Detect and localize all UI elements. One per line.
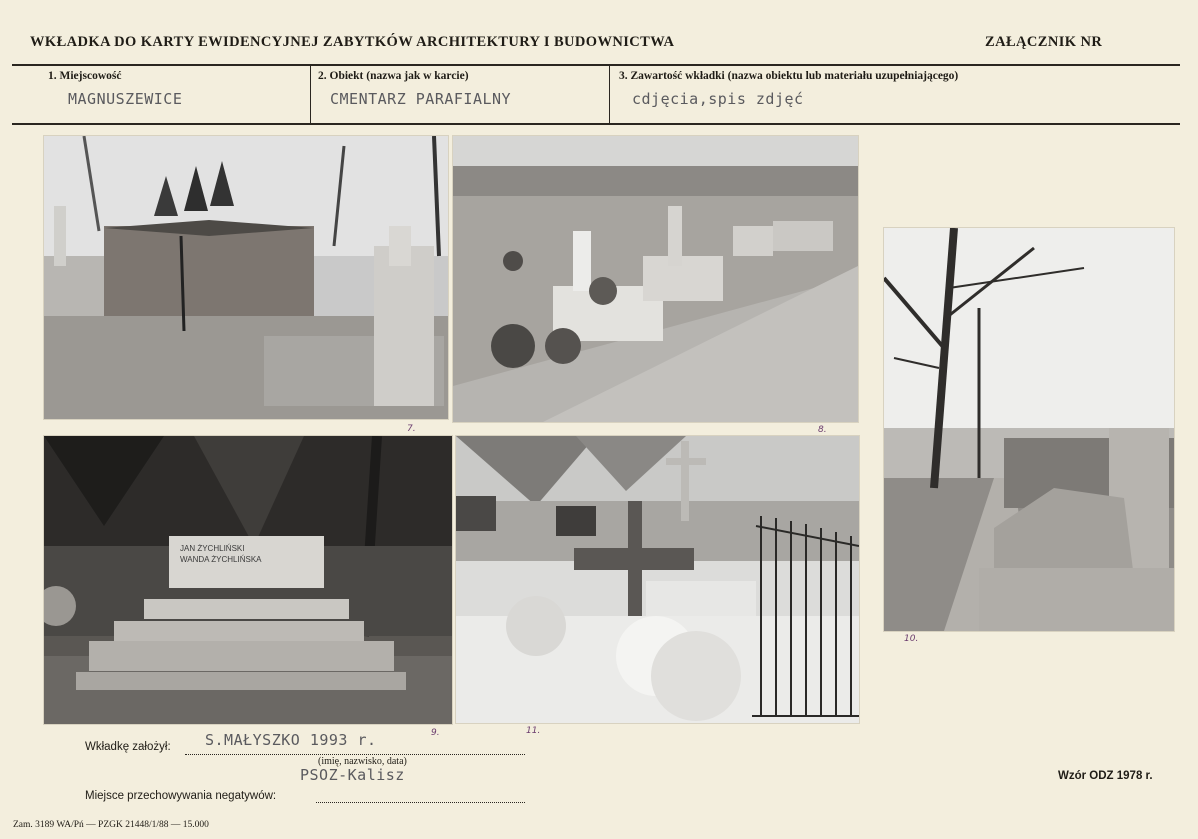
- photo-cemetery-alley: [453, 136, 858, 422]
- field-divider: [609, 66, 610, 124]
- content-value: cdjęcia,spis zdjęć: [632, 90, 804, 108]
- photo-number: 9.: [431, 728, 440, 738]
- photo-number: 10.: [904, 634, 919, 644]
- founded-line: [185, 754, 525, 755]
- photo-bare-tree-path: [884, 228, 1174, 631]
- bottom-rule: [12, 123, 1180, 125]
- photo-graves-with-chapel: [44, 136, 448, 419]
- founded-hint: (imię, nazwisko, data): [318, 756, 407, 767]
- locality-label: 1. Miejscowość: [48, 70, 122, 82]
- photo-zychlinski-tomb: [44, 436, 452, 724]
- tomb-line-2: WANDA ŻYCHLIŃSKA: [180, 555, 262, 564]
- content-label: 3. Zawartość wkładki (nazwa obiektu lub materiału uzupełniającego): [619, 70, 959, 82]
- storage-label: Miejsce przechowywania negatywów:: [85, 790, 277, 802]
- photo-number: 7.: [407, 424, 416, 434]
- founded-label: Wkładkę założył:: [85, 741, 171, 753]
- photo-number: 8.: [818, 425, 827, 435]
- template-label: Wzór ODZ 1978 r.: [1058, 770, 1153, 782]
- photo-iron-cross-with-fence: [456, 436, 859, 723]
- document-title: WKŁADKA DO KARTY EWIDENCYJNEJ ZABYTKÓW ARCHITEKTURY I BUDOWNICTWA: [30, 34, 675, 50]
- storage-line: [316, 802, 525, 803]
- storage-value: PSOZ-Kalisz: [300, 766, 405, 784]
- founded-value: S.MAŁYSZKO 1993 r.: [205, 731, 377, 749]
- locality-value: MAGNUSZEWICE: [68, 90, 183, 108]
- photo-number: 11.: [526, 726, 541, 736]
- tomb-inscription: [180, 543, 262, 565]
- print-info: Zam. 3189 WA/Pń — PZGK 21448/1/88 — 15.000: [13, 820, 209, 830]
- top-rule: [12, 64, 1180, 66]
- object-value: CMENTARZ PARAFIALNY: [330, 90, 512, 108]
- annex-label: ZAŁĄCZNIK NR: [985, 34, 1103, 50]
- object-label: 2. Obiekt (nazwa jak w karcie): [318, 70, 469, 82]
- tomb-line-1: JAN ŻYCHLIŃSKI: [180, 544, 245, 553]
- field-divider: [310, 66, 311, 124]
